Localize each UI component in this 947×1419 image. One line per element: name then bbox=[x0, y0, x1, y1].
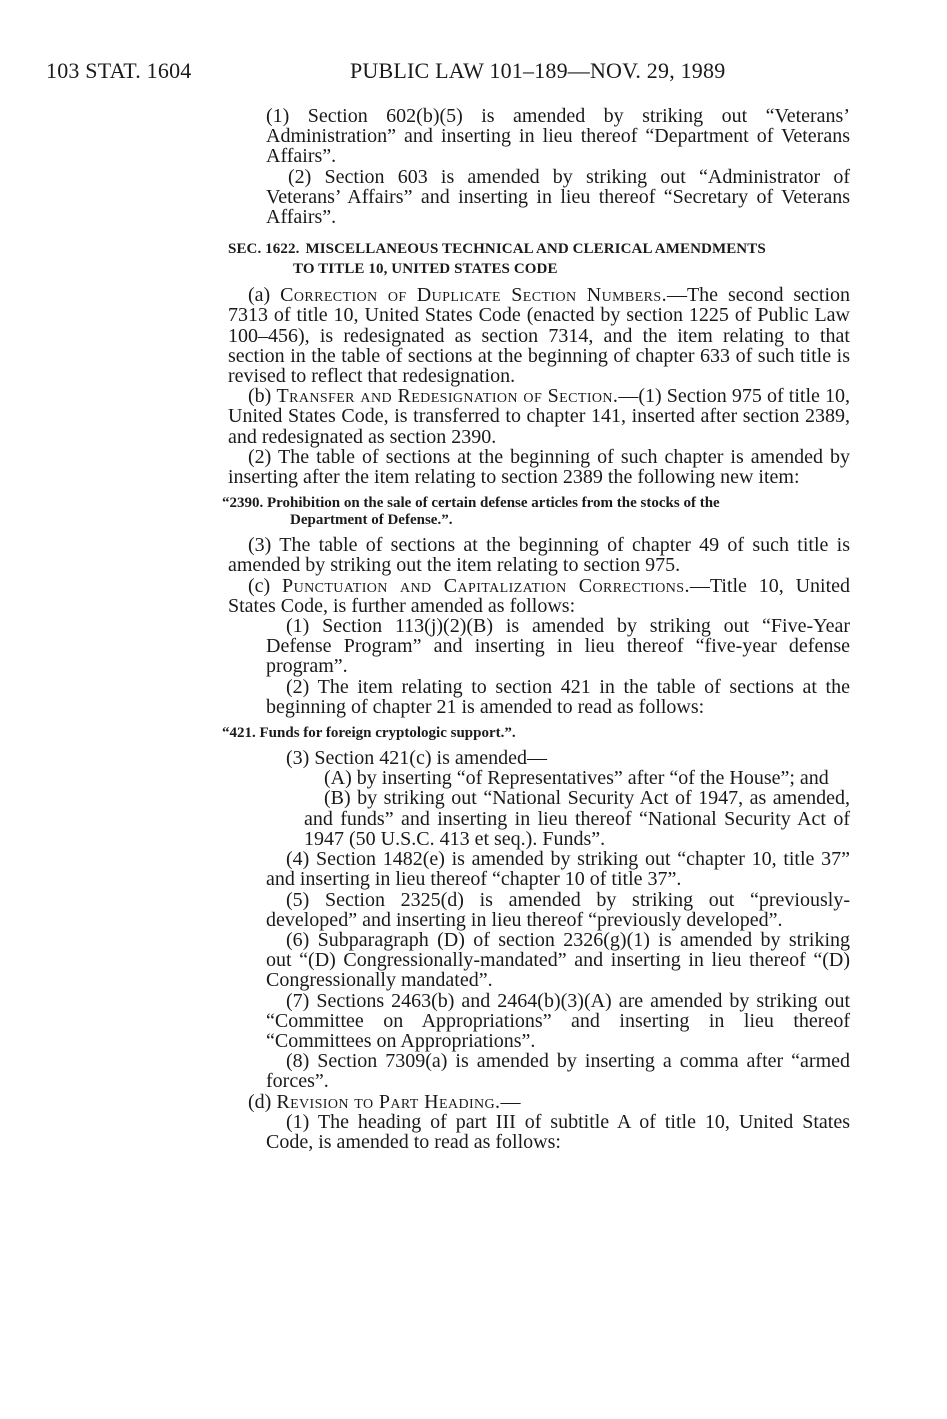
subsection-c-6 bbox=[266, 930, 850, 991]
subsection-d-heading: Revision to Part Heading. bbox=[276, 1090, 501, 1113]
subsection-d-text: — bbox=[500, 1090, 521, 1113]
subsection-c-3-A bbox=[304, 768, 850, 788]
table-item-421-text: “421. Funds for foreign cryptologic support.”. bbox=[222, 725, 516, 742]
subsection-b-2 bbox=[228, 447, 850, 487]
stat-page-number: 103 STAT. 1604 bbox=[46, 58, 192, 83]
subsection-c-4 bbox=[266, 849, 850, 889]
subsection-c-1-text: (1) Section 113(j)(2)(B) is amended by striking out “Five-Year Defense Program” and inserting in lieu thereof “five-year defense program”. bbox=[266, 615, 850, 678]
table-item-2390-line-2: Department of Defense.”. bbox=[290, 512, 453, 529]
subsection-b-text: —(1) Section 975 of title 10, United States Code, is transferred to chapter 141, inserted after section 2389, and redesignated as section 2390. bbox=[228, 385, 851, 448]
subsection-b bbox=[228, 386, 850, 447]
subsection-c-label: (c) bbox=[248, 574, 271, 597]
public-law-citation: PUBLIC LAW 101–189—NOV. 29, 1989 bbox=[350, 58, 726, 83]
section-heading bbox=[228, 239, 850, 279]
subsection-a-heading: Correction of Duplicate Section Numbers. bbox=[280, 284, 667, 307]
subsection-a-text: —The second section 7313 of title 10, United States Code (enacted by section 1225 of Public Law 100–456), is redesignated as section 7314, and the item relating to that section in the table of sections at the beginning of chapter 633 of such title is revised to reflect that redesignation. bbox=[228, 284, 851, 388]
paragraph-2-text: (2) Section 603 is amended by striking out “Administrator of Veterans’ Affairs” and inserting in lieu thereof “Secretary of Veterans Affairs”. bbox=[266, 165, 850, 229]
subsection-b-3 bbox=[228, 535, 850, 575]
subsection-c-5 bbox=[266, 890, 850, 930]
paragraph-1-text: (1) Section 602(b)(5) is amended by striking out “Veterans’ Administration” and inserting in lieu thereof “Department of Veterans Affairs”. bbox=[266, 105, 850, 168]
subsection-a-label: (a) bbox=[248, 284, 271, 307]
subsection-c-5-text: (5) Section 2325(d) is amended by striking out “previously-developed” and inserting in lieu thereof “previously developed”. bbox=[266, 888, 850, 931]
subsection-d-1-text: (1) The heading of part III of subtitle A of title 10, United States Code, is amended to read as follows: bbox=[266, 1110, 850, 1153]
subsection-c-3 bbox=[266, 748, 850, 768]
subsection-d-label: (d) bbox=[248, 1090, 272, 1113]
subsection-a bbox=[228, 285, 850, 386]
subsection-c-heading: Punctuation and Capitalization Corrections. bbox=[282, 574, 690, 597]
paragraph-1 bbox=[266, 106, 850, 167]
subsection-c-3-B-text: (B) by striking out “National Security Act of 1947, as amended, and funds” and inserting in lieu thereof “National Security Act of 1947 (50 U.S.C. 413 et seq.). Funds”. bbox=[304, 787, 850, 850]
subsection-c-7 bbox=[266, 991, 850, 1052]
subsection-b-2-text: (2) The table of sections at the beginning of such chapter is amended by inserting after the item relating to section 2389 the following new item: bbox=[228, 445, 850, 489]
table-item-421 bbox=[222, 725, 850, 742]
subsection-c-text: —Title 10, United States Code, is further amended as follows: bbox=[228, 574, 850, 617]
section-title-line-1: MISCELLANEOUS TECHNICAL AND CLERICAL AMENDMENTS bbox=[305, 241, 766, 258]
subsection-c-8 bbox=[266, 1051, 850, 1091]
subsection-c-6-text: (6) Subparagraph (D) of section 2326(g)(1) is amended by striking out “(D) Congressionally-mandated” and inserting in lieu thereof “(D) Congressionally mandated”. bbox=[266, 928, 850, 992]
document-body bbox=[222, 105, 851, 1153]
subsection-b-label: (b) bbox=[248, 385, 272, 408]
subsection-c-3-text: (3) Section 421(c) is amended— bbox=[286, 747, 548, 770]
subsection-b-3-text: (3) The table of sections at the beginning of chapter 49 of such title is amended by striking out the item relating to section 975. bbox=[228, 534, 850, 577]
section-number: SEC. 1622. bbox=[228, 241, 300, 258]
subsection-d-1 bbox=[266, 1112, 850, 1152]
subsection-c-1 bbox=[266, 616, 850, 677]
table-item-2390-line-1: “2390. Prohibition on the sale of certain defense articles from the stocks of the bbox=[222, 495, 720, 512]
subsection-c-2-text: (2) The item relating to section 421 in the table of sections at the beginning of chapter 21 is amended to read as follows: bbox=[266, 675, 850, 718]
subsection-c bbox=[228, 576, 850, 616]
subsection-c-4-text: (4) Section 1482(e) is amended by striking out “chapter 10, title 37” and inserting in lieu thereof “chapter 10 of title 37”. bbox=[266, 848, 850, 891]
table-item-2390 bbox=[222, 495, 850, 529]
subsection-c-3-B bbox=[304, 788, 850, 849]
paragraph-2 bbox=[266, 167, 850, 228]
section-title-line-2: TO TITLE 10, UNITED STATES CODE bbox=[293, 261, 558, 278]
subsection-b-heading: Transfer and Redesignation of Section. bbox=[276, 385, 619, 408]
subsection-c-3-A-text: (A) by inserting “of Representatives” after “of the House”; and bbox=[324, 767, 829, 790]
subsection-c-2 bbox=[266, 677, 850, 717]
subsection-c-7-text: (7) Sections 2463(b) and 2464(b)(3)(A) are amended by striking out “Committee on Appropriations” and inserting in lieu thereof “Committees on Appropriations”. bbox=[266, 989, 850, 1052]
subsection-c-8-text: (8) Section 7309(a) is amended by inserting a comma after “armed forces”. bbox=[266, 1050, 850, 1093]
subsection-d bbox=[228, 1092, 850, 1112]
